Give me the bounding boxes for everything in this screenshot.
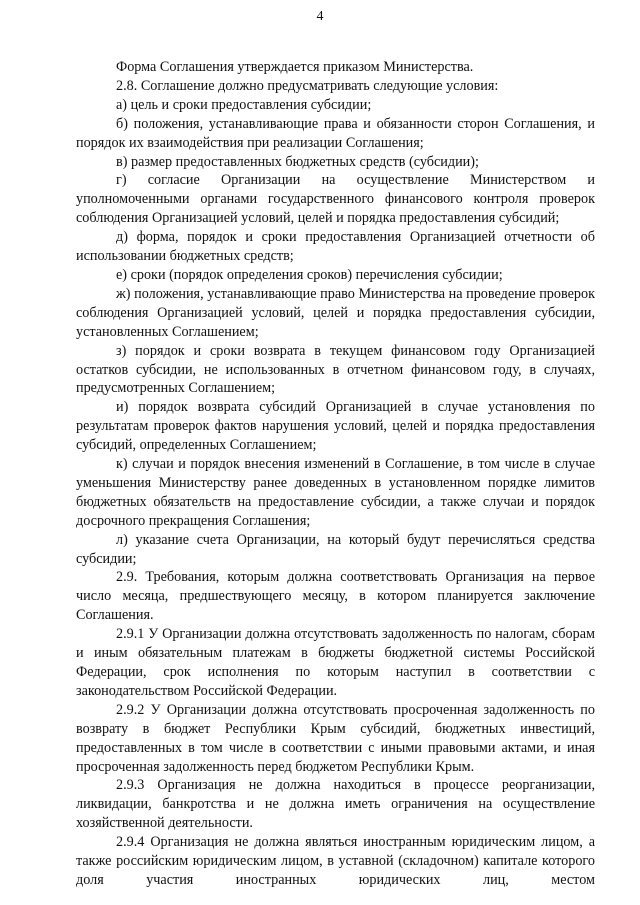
page-number: 4 <box>316 9 324 24</box>
paragraph: в) размер предоставленных бюджетных средств (субсидии); <box>116 153 479 170</box>
paragraph: а) цель и сроки предоставления субсидии; <box>116 96 372 113</box>
paragraph: 2.8. Соглашение должно предусматривать следующие условия: <box>116 77 499 94</box>
paragraph: 2.9.1 У Организации должна отсутствовать задолженность по налогам, сборам и иным обязательным платежам в бюджеты бюджетной системы Российской Федерации, срок исполнения по которым наступил в соответствии с законодательством Российской Федерации. <box>76 626 595 699</box>
paragraph: 2.9.2 У Организации должна отсутствовать просроченная задолженность по возврату в бюджет Республики Крым субсидий, бюджетных инвестиций, предоставленных в том числе в соответствии с иными правовыми актами, и иная просроченная задолженность перед бюджетом Республики Крым. <box>76 701 595 775</box>
document-body <box>76 58 595 890</box>
paragraph: з) порядок и сроки возврата в текущем финансовом году Организацией остатков субсидии, не использованных в отчетном финансовом году, в случаях, предусмотренных Соглашением; <box>76 342 595 397</box>
paragraph: 2.9.4 Организация не должна являться иностранным юридическим лицом, а также российским юридическим лицом, в уставной (складочном) капитале которого доля участия иностранных юридических лиц, местом <box>76 834 595 888</box>
paragraph: к) случаи и порядок внесения изменений в Соглашение, в том числе в случае уменьшения Министерству ранее доведенных в установленном порядке лимитов бюджетных обязательств на предоставление субсидии, а также случаи и порядок досрочного прекращения Соглашения; <box>76 456 595 529</box>
paragraph: б) положения, устанавливающие права и обязанности сторон Соглашения, и порядок их взаимодействия при реализации Соглашения; <box>76 115 595 151</box>
paragraph: 2.9. Требования, которым должна соответствовать Организация на первое число месяца, предшествующего месяцу, в котором планируется заключение Соглашения. <box>76 569 595 624</box>
paragraph: е) сроки (порядок определения сроков) перечисления субсидии; <box>116 266 503 283</box>
paragraph: Форма Соглашения утверждается приказом Министерства. <box>116 59 474 75</box>
paragraph: 2.9.3 Организация не должна находиться в процессе реорганизации, ликвидации, банкротства и не должна иметь ограничения на осуществление хозяйственной деятельности. <box>76 777 595 832</box>
paragraph: и) порядок возврата субсидий Организацией в случае установления по результатам проверок фактов нарушения условий, целей и порядка предоставления субсидий, определенных Соглашением; <box>76 399 595 454</box>
paragraph: ж) положения, устанавливающие право Министерства на проведение проверок соблюдения Организацией условий, целей и порядка предоставления субсидии, установленных Соглашением; <box>76 285 595 340</box>
paragraph: г) согласие Организации на осуществление Министерством и уполномоченными органами государственного финансового контроля проверок соблюдения Организацией условий, целей и порядка предоставления субсидий; <box>76 172 595 227</box>
paragraph: д) форма, порядок и сроки предоставления Организацией отчетности об использовании бюджетных средств; <box>76 229 595 265</box>
paragraph: л) указание счета Организации, на который будут перечисляться средства субсидии; <box>76 531 595 567</box>
